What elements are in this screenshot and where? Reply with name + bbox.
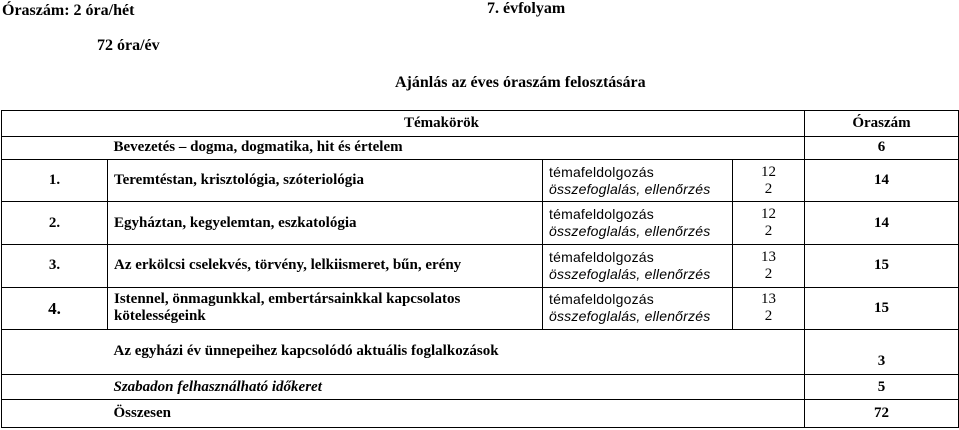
row-number: 1. [2,159,108,202]
method-review: összefoglalás, ellenőrzés [549,223,711,240]
hours-primary: 13 [761,248,776,265]
topic-name: Istennel, önmagunkkal, embertársainkkal kapcsolatos kötelességeink [108,287,543,330]
hours-primary: 12 [761,206,776,223]
table-row [2,159,959,202]
hours-primary: 13 [761,291,776,308]
holidays-row [2,330,959,375]
holidays-label: Az egyházi év ünnepeihez kapcsolódó aktuális foglalkozások [108,330,805,375]
row-total: 14 [805,202,959,245]
method-primary: témafeldolgozás [549,163,654,180]
free-time-label: Szabadon felhasználható időkeret [108,374,805,400]
row-number: 3. [2,245,108,288]
method-primary: témafeldolgozás [549,248,654,265]
intro-row [2,136,959,159]
method-primary: témafeldolgozás [549,291,654,308]
topic-name: Az erkölcsi cselekvés, törvény, lelkiismeret, bűn, erény [108,245,543,288]
intro-hours: 6 [805,136,959,159]
method-primary: témafeldolgozás [549,206,654,223]
total-hours: 72 [805,400,959,428]
row-total: 14 [805,159,959,202]
grade-label: 7. évfolyam [487,0,566,17]
hours-per-week-value: 2 óra/hét [73,2,135,19]
hours-review: 2 [764,265,773,282]
free-time-hours: 5 [805,374,959,400]
row-number: 2. [2,202,108,245]
table-row [2,202,959,245]
holidays-hours: 3 [805,330,959,375]
total-label: Összesen [108,400,805,428]
intro-label: Bevezetés – dogma, dogmatika, hit és értelem [108,136,805,159]
table-header-row [2,111,959,137]
method-review: összefoglalás, ellenőrzés [549,308,711,325]
table-row [2,287,959,330]
method-review: összefoglalás, ellenőrzés [549,265,711,282]
total-row [2,400,959,428]
hours-label: Óraszám: [2,2,70,19]
hours-per-week [2,2,134,20]
row-total: 15 [805,287,959,330]
free-time-row [2,374,959,400]
hours-review: 2 [764,308,773,325]
col-header-hours: Óraszám [805,111,959,137]
page-title: Ajánlás az éves óraszám felosztására [395,74,646,91]
table-row [2,245,959,288]
col-header-topics: Témakörök [2,111,805,137]
hours-review: 2 [764,180,773,197]
topic-name: Egyháztan, kegyelemtan, eszkatológia [108,202,543,245]
topic-name: Teremtéstan, krisztológia, szóteriológia [108,159,543,202]
hours-per-year: 72 óra/év [97,37,160,54]
row-total: 15 [805,245,959,288]
hours-primary: 12 [761,163,776,180]
hours-review: 2 [764,223,773,240]
hours-table [1,110,959,428]
method-review: összefoglalás, ellenőrzés [549,180,711,197]
row-number: 4. [2,287,108,330]
